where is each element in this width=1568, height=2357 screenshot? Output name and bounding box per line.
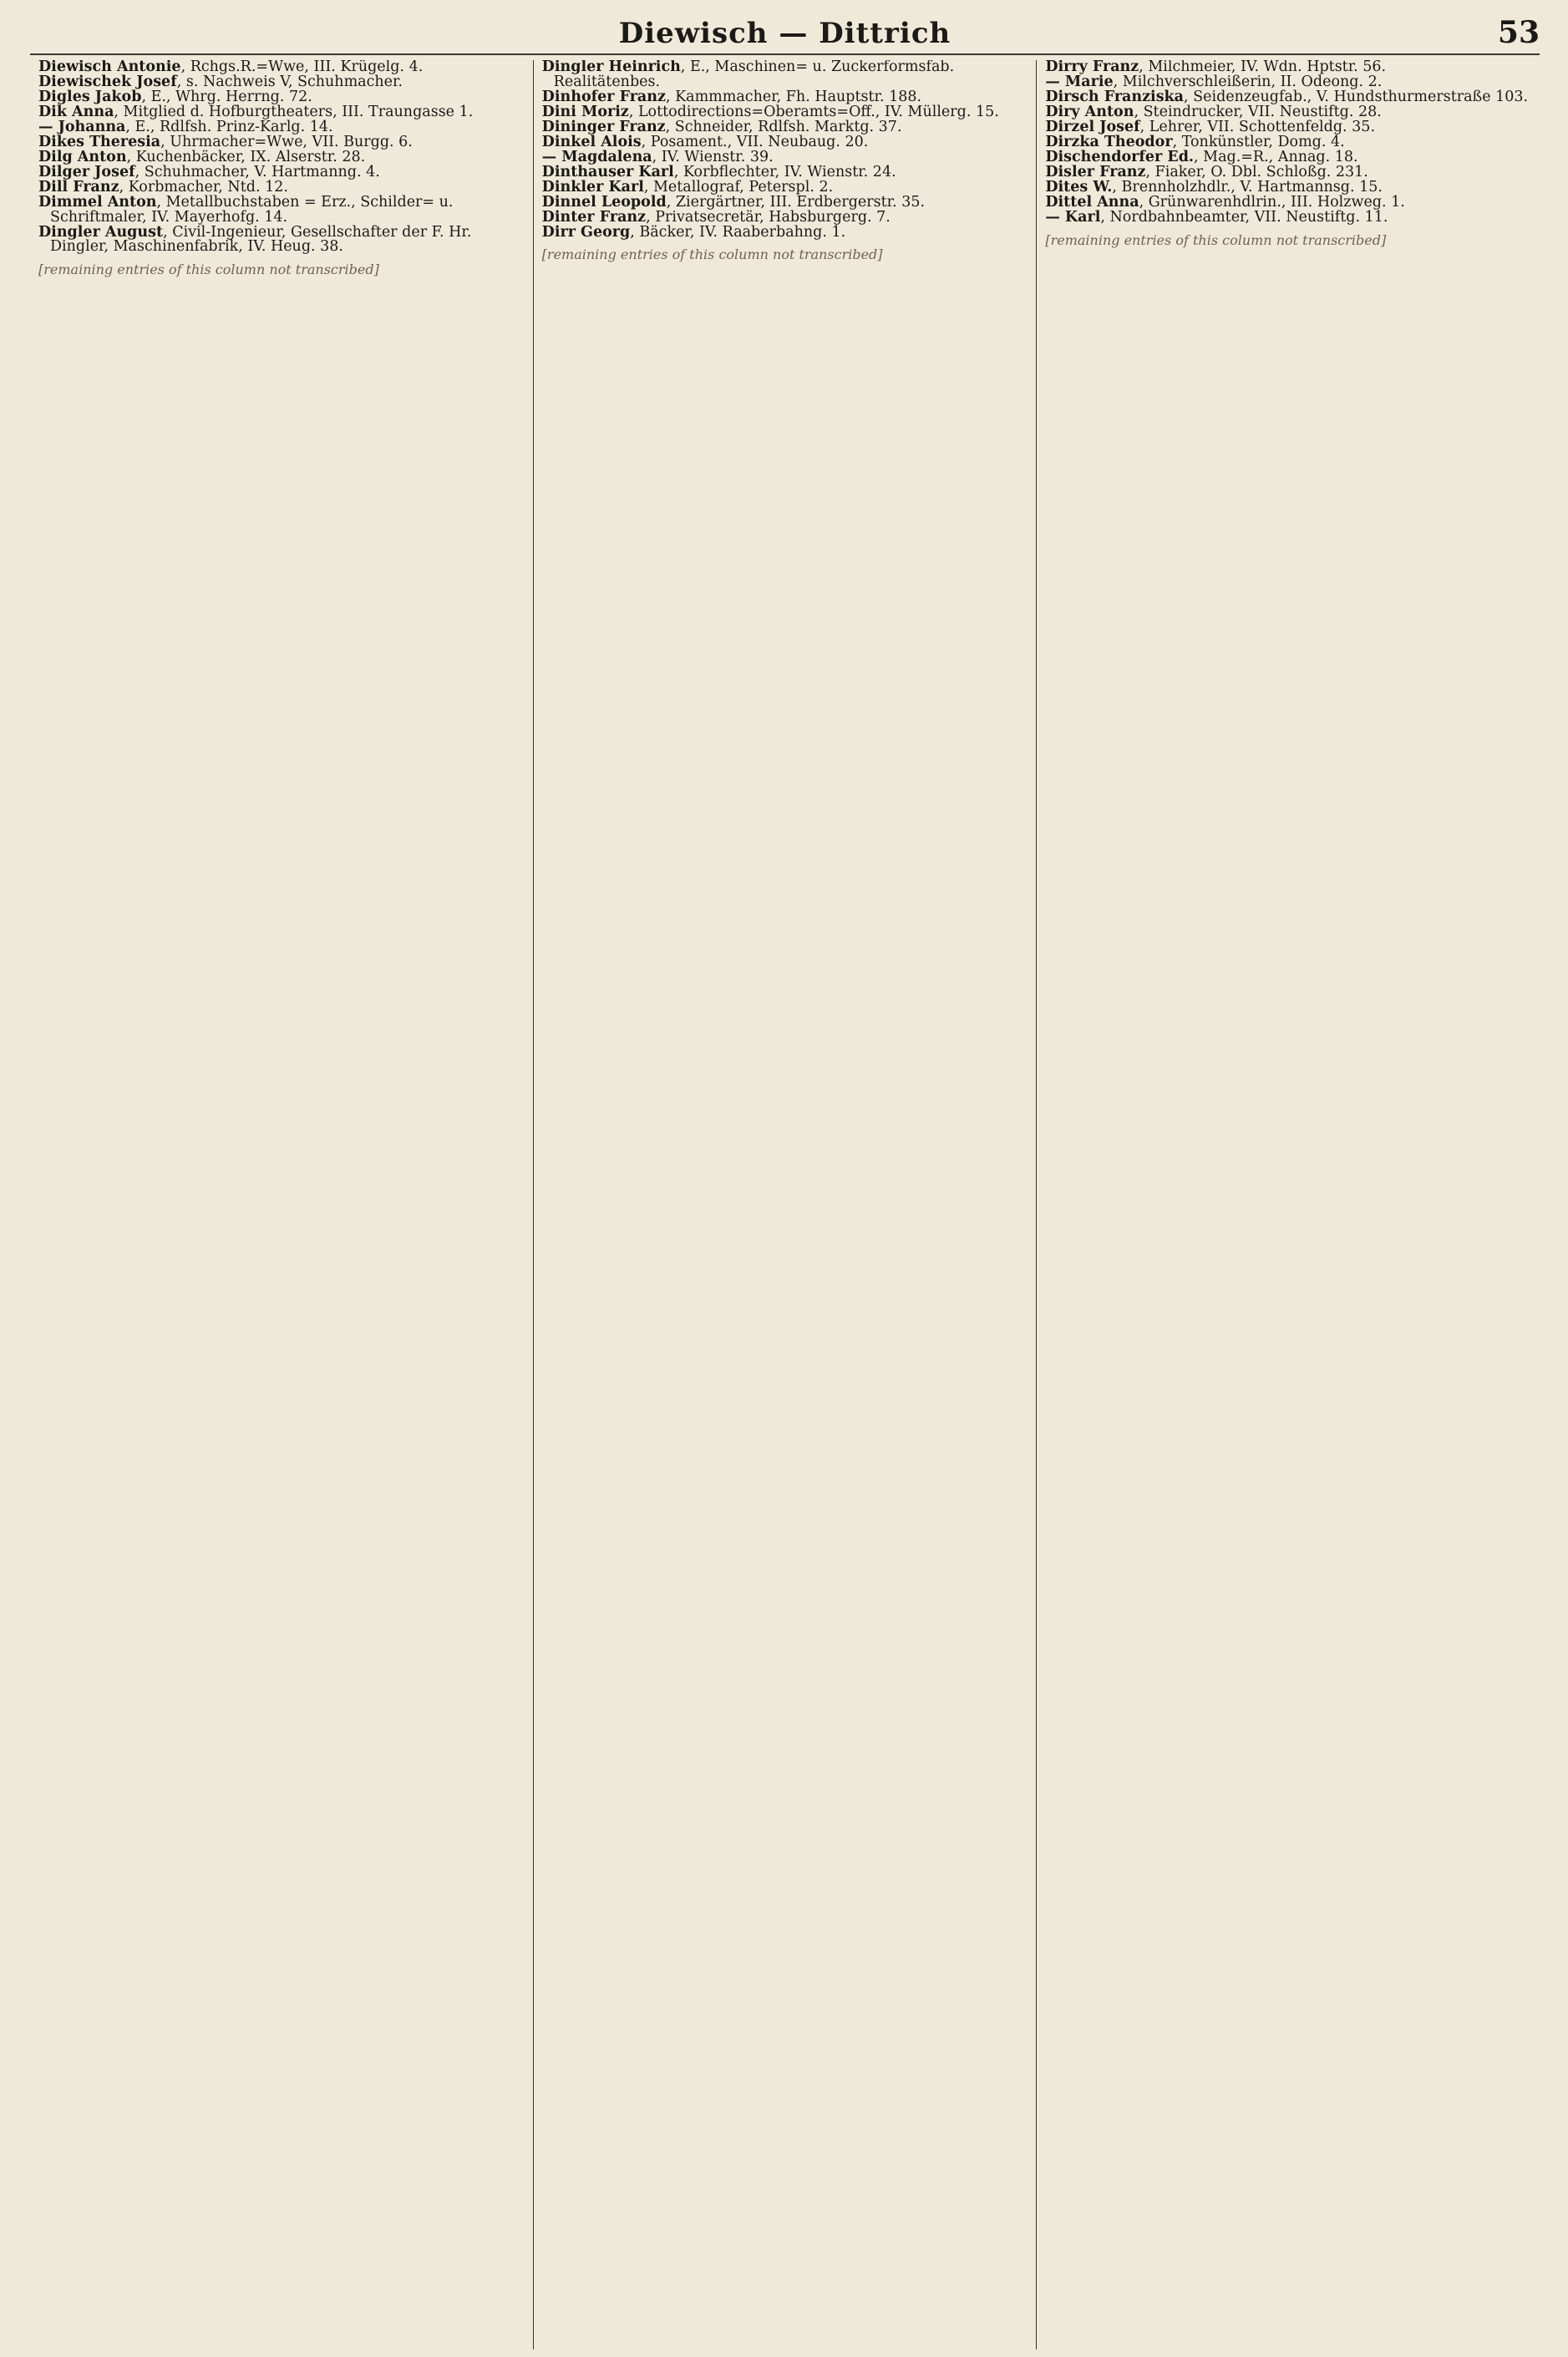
entry-details: , Lehrer, VII. Schottenfeldg. 35. [1139,119,1376,135]
entry-details: , Posament., VII. Neubaug. 20. [641,133,869,150]
directory-entry [1045,120,1531,135]
entry-name: Dinhofer Franz [541,88,666,105]
directory-entry [38,90,525,105]
entry-name: Dirzel Josef [1045,119,1140,135]
directory-entry [1045,135,1531,150]
entry-name: Dirry Franz [1045,60,1139,75]
entry-name: Dirr Georg [541,223,631,241]
entry-name: Disler Franz [1045,164,1146,180]
directory-entry [38,223,525,255]
entry-name: — Johanna [38,119,126,135]
entry-details: , Steindrucker, VII. Neustiftg. 28. [1134,104,1382,120]
directory-entry [542,60,1028,89]
directory-entry [1045,90,1531,105]
directory-entry [1045,196,1531,211]
directory-entry [38,135,525,150]
entry-name: Dinnel Leopold [541,193,667,211]
directory-entry [541,208,1028,226]
entry-name: Dingler August [38,223,164,241]
entry-details: , Mitglied d. Hofburgtheaters, III. Traungasse 1. [114,104,474,120]
entry-name: Dirzka Theodor [1045,134,1173,150]
entry-details: , Tonkünstler, Domg. 4. [1172,134,1345,150]
directory-entry [542,135,1028,150]
column-1 [30,60,533,2349]
entry-name: Diry Anton [1045,104,1134,120]
page-number: 53 [1497,15,1540,50]
entry-details: , Fiaker, O. Dbl. Schloßg. 231. [1145,164,1368,180]
directory-entry [1045,75,1531,90]
entry-name: Dilg Anton [38,149,127,165]
entry-name: Dinthauser Karl [541,163,674,180]
entry-name: Diewischek Josef [38,74,177,90]
entry-details: , IV. Wienstr. 39. [652,148,774,165]
entry-name: Dittel Anna [1045,194,1139,211]
entry-details: , Ziergärtner, III. Erdbergerstr. 35. [666,193,926,211]
entry-details: , Civil-Ingenieur, Gesellschafter der F. Hr. Dingler, Maschinenfabrik, IV. Heug. 38. [50,223,472,255]
entry-name: Dinkel Alois [541,133,642,150]
entry-details: , Mag.=R., Annag. 18. [1194,149,1358,165]
directory-entry [38,150,525,165]
page-header [30,12,1540,50]
entry-details: , Seidenzeugfab., V. Hundsthurmerstraße 103. [1184,89,1529,105]
entry-name: Digles Jakob [38,89,142,105]
entry-details: , Privatsecretär, Habsburgerg. 7. [646,208,891,226]
entry-name: Dinkler Karl [541,178,644,196]
omitted-entries-placeholder: [remaining entries of this column not transcribed] [541,246,883,262]
entry-name: Dimmel Anton [38,194,157,211]
entry-name: Dinter Franz [541,208,647,226]
directory-entry [1045,150,1531,165]
entry-details: , Kuchenbäcker, IX. Alserstr. 28. [126,149,366,165]
directory-entry [542,180,1028,196]
entry-details: , Metallograf, Peterspl. 2. [643,178,834,196]
entry-details: , E., Whrg. Herrng. 72. [141,89,312,105]
entry-name: Dini Moriz [541,103,629,120]
entry-name: — Marie [1045,74,1114,90]
entry-details: , Brennholzhdlr., V. Hartmannsg. 15. [1112,179,1383,196]
entry-details: , Bäcker, IV. Raaberbahng. 1. [630,223,846,241]
directory-entry [1045,105,1531,120]
directory-entry [1045,60,1531,75]
entry-details: , Rchgs.R.=Wwe, III. Krügelg. 4. [180,60,424,75]
directory-entry [38,60,525,75]
entry-details: , Korbmacher, Ntd. 12. [119,179,288,196]
entry-details: , Uhrmacher=Wwe, VII. Burgg. 6. [160,134,413,150]
header-rule [30,53,1540,55]
entry-details: , Grünwarenhdlrin., III. Holzweg. 1. [1139,194,1405,211]
directory-entry [1045,165,1531,180]
entry-details: , Schuhmacher, V. Hartmanng. 4. [134,164,380,180]
entry-details: , Korbflechter, IV. Wienstr. 24. [673,163,896,180]
directory-entry [542,105,1028,120]
entry-details: , E., Rdlfsh. Prinz-Karlg. 14. [125,119,333,135]
entry-details: , Milchmeier, IV. Wdn. Hptstr. 56. [1139,60,1387,75]
directory-entry [542,90,1028,105]
directory-entry [38,196,525,225]
running-head: Diewisch — Dittrich [618,17,951,50]
directory-entry [38,105,525,120]
entry-name: — Karl [1045,209,1101,226]
entry-name: Dill Franz [38,179,119,196]
directory-entry [38,120,525,135]
directory-entry [541,193,1028,211]
entry-name: Dingler Heinrich [541,60,681,75]
entry-name: Dikes Theresia [38,134,161,150]
entry-details: , Nordbahnbeamter, VII. Neustiftg. 11. [1100,209,1388,226]
entry-name: Dischendorfer Ed. [1045,149,1195,165]
entry-name: Diewisch Antonie [38,60,181,75]
directory-entry [1045,180,1531,196]
directory-entry [542,165,1028,180]
column-2 [533,60,1037,2349]
entry-name: Dilger Josef [38,164,135,180]
directory-entry [38,75,525,90]
directory-entry [542,150,1028,165]
entry-name: Dites W. [1045,179,1113,196]
entry-details: , Milchverschleißerin, II. Odeong. 2. [1113,74,1383,90]
omitted-entries-placeholder: [remaining entries of this column not transcribed] [1045,231,1387,248]
directory-entry [542,120,1028,135]
entry-details: , Metallbuchstaben = Erz., Schilder= u. Schriftmaler, IV. Mayerhofg. 14. [50,194,454,226]
entry-details: , Schneider, Rdlfsh. Marktg. 37. [665,118,902,135]
entry-name: Dininger Franz [541,118,666,135]
entry-name: Dirsch Franziska [1045,89,1185,105]
columns [30,60,1540,2349]
directory-entry [38,180,525,196]
column-3 [1036,60,1540,2349]
entry-details: , E., Maschinen= u. Zuckerformsfab. Realitätenbes. [553,60,955,90]
entry-details: , s. Nachweis V, Schuhmacher. [176,74,403,90]
directory-entry [1045,211,1531,226]
entry-name: — Magdalena [541,148,652,165]
entry-name: Dik Anna [38,104,114,120]
omitted-entries-placeholder: [remaining entries of this column not transcribed] [38,261,379,277]
entry-details: , Lottodirections=Oberamts=Off., IV. Müllerg. 15. [628,103,999,120]
entry-details: , Kammmacher, Fh. Hauptstr. 188. [665,88,922,105]
directory-entry [541,223,1028,241]
directory-entry [38,165,525,180]
